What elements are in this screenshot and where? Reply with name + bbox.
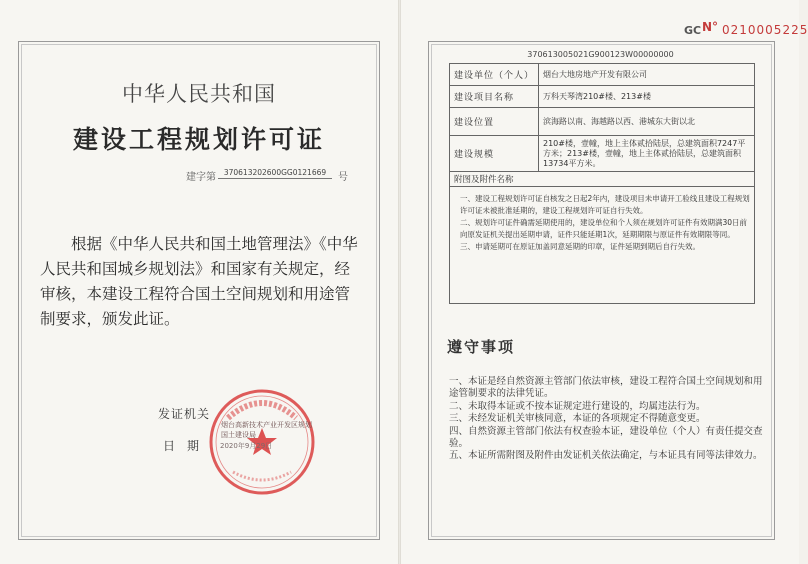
notes-content xyxy=(450,187,755,304)
row-label: 建设单位（个人） xyxy=(450,64,539,86)
row-value: 烟台大地房地产开发有限公司 xyxy=(539,64,755,86)
issuer-label: 发证机关 xyxy=(158,407,211,421)
serial-label: 建字第 xyxy=(186,172,216,183)
gc-number-sign: N° xyxy=(702,20,719,34)
serial-number: 370613202600GG0121669 xyxy=(218,168,332,179)
table-row xyxy=(450,172,755,187)
country-name: 中华人民共和国 xyxy=(122,82,276,106)
rule-item: 四、自然资源主管部门依法有权查验本证，建设单位（个人）有责任提交查验。 xyxy=(449,425,763,450)
date-label: 日期 xyxy=(163,439,212,453)
certificate-number: 0210005225 xyxy=(722,23,808,37)
table-row xyxy=(450,136,755,172)
note-item: 三、申请延期可在原证加盖同意延期的印章，证件延期到期后自行失效。 xyxy=(460,242,700,251)
rules-title: 遵守事项 xyxy=(447,338,516,356)
row-value: 滨海路以南、海越路以西、港城东大街以北 xyxy=(539,108,755,136)
rule-item: 二、未取得本证或不按本证规定进行建设的，均属违法行为。 xyxy=(449,400,706,412)
row-label: 建设规模 xyxy=(450,136,539,172)
rules-list xyxy=(449,376,771,463)
table-row xyxy=(450,187,755,304)
certificate-title: 建设工程规划许可证 xyxy=(72,125,325,154)
project-code: 370613005021G900123W00000000 xyxy=(527,50,674,59)
serial-suffix: 号 xyxy=(338,172,348,183)
note-item: 二、规划许可证件确需延期使用的，建设单位和个人须在规划许可证件有效期满30日前向原发证机关提出延期申请，证件只能延期1次，延期期限与原证件有效期限等同。 xyxy=(460,218,748,239)
table-row xyxy=(450,108,755,136)
note-item: 一、建设工程规划许可证自核发之日起2年内，建设项目未申请开工验线且建设工程规划许可证未被批准延期的，建设工程规划许可证自行失效。 xyxy=(460,194,750,215)
issue-date: 2020年9月29日 xyxy=(220,442,273,450)
row-value: 210#楼，壹幢，地上主体贰拾陆层，总建筑面积7247平方米；213#楼，壹幢，地上主体贰拾陆层，总建筑面积13734平方米。 xyxy=(539,136,755,172)
row-label: 建设项目名称 xyxy=(450,86,539,108)
rule-item: 一、本证是经自然资源主管部门依法审核，建设工程符合国土空间规划和用途管制要求的法律凭证。 xyxy=(449,376,763,400)
gc-prefix: GC xyxy=(684,24,702,37)
row-value: 万科天琴湾210#楼、213#楼 xyxy=(539,86,755,108)
seal-issuer-name: 烟台高新技术产业开发区规划国土建设局 xyxy=(221,421,312,439)
table-row xyxy=(450,86,755,108)
rule-item: 五、本证所需附图及附件由发证机关依法确定，与本证具有同等法律效力。 xyxy=(449,450,763,462)
notes-label: 附图及附件名称 xyxy=(450,172,755,187)
row-label: 建设位置 xyxy=(450,108,539,136)
project-info-table xyxy=(449,63,755,304)
rule-item: 三、未经发证机关审核同意，本证的各项规定不得随意变更。 xyxy=(449,413,706,425)
table-row xyxy=(450,64,755,86)
page-fold xyxy=(398,0,401,564)
certificate-body-text: 根据《中华人民共和国土地管理法》《中华人民共和国城乡规划法》和国家有关规定，经审核，本建设工程符合国土空间规划和用途管制要求，颁发此证。 xyxy=(40,235,358,328)
